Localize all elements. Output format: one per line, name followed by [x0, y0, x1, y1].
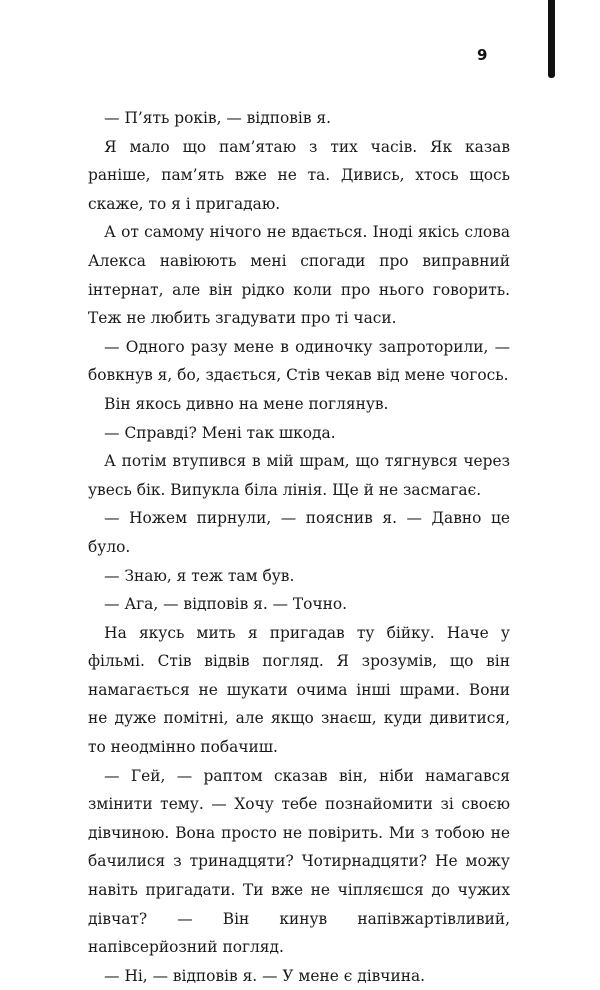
- paragraph: — Одного разу мене в одиночку запроторили, — бовкнув я, бо, здається, Стів чекав від мене чогось.: [88, 337, 510, 385]
- page-number: 9: [477, 46, 488, 64]
- paragraph: Він якось дивно на мене поглянув.: [104, 394, 389, 413]
- paragraph: А от самому нічого не вдається. Іноді якісь слова Алекса навіюють мені спогади про виправний інтернат, але він рідко коли про нього говорить. Теж не любить згадувати про ті часи.: [88, 223, 510, 328]
- body-text: [88, 104, 510, 990]
- page-edge-mark: [548, 0, 555, 78]
- paragraph: — П’ять років, — відповів я.: [104, 109, 331, 127]
- paragraph: — Ні, — відповів я. — У мене є дівчина.: [104, 966, 426, 985]
- paragraph: — Гей, — раптом сказав він, ніби намагався змінити тему. — Хочу тебе познайомити зі своєю дівчиною. Вона просто не повірить. Ми з тобою не бачилися з тринадцяти? Чотирнадцяти? Не можу навіть пригадати. Ти вже не чіпляєшся до чужих дівчат? — Він кинув напівжартівливий, напівсерйозний погляд.: [88, 766, 510, 957]
- paragraph: А потім втупився в мій шрам, що тягнувся через увесь бік. Випукла біла лінія. Ще й не засмагає.: [88, 452, 510, 499]
- paragraph: — Справді? Мені так шкода.: [104, 423, 336, 442]
- paragraph: На якусь мить я пригадав ту бійку. Наче у фільмі. Стів відвів погляд. Я зрозумів, що він намагається не шукати очима інші шрами. Вони не дуже помітні, але якщо знаєш, куди дивитися, то неодмінно побачиш.: [88, 623, 510, 757]
- paragraph: — Ножем пирнули, — пояснив я. — Давно це було.: [88, 509, 510, 556]
- paragraph: — Ага, — відповів я. — Точно.: [104, 595, 348, 614]
- paragraph: Я мало що пам’ятаю з тих часів. Як казав раніше, пам’ять вже не та. Дивись, хтось щось скаже, то я і пригадаю.: [88, 137, 510, 213]
- paragraph: — Знаю, я теж там був.: [104, 566, 295, 585]
